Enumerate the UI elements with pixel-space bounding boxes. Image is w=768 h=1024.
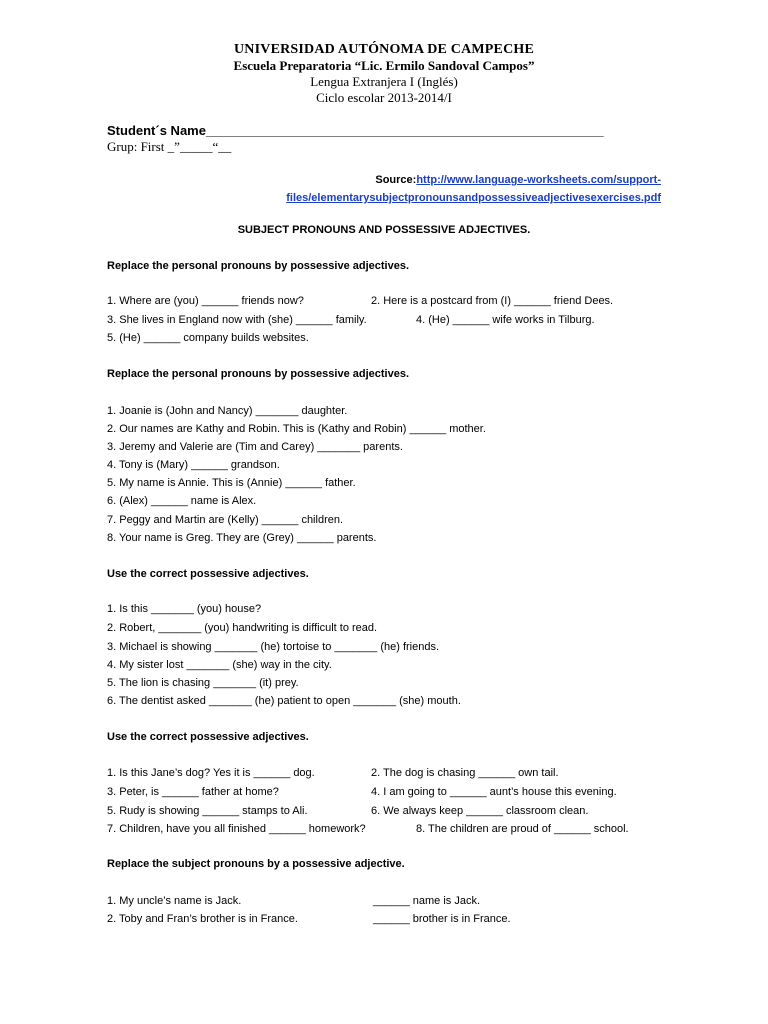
section-5-heading: Replace the subject pronouns by a possessive adjective.	[107, 858, 405, 870]
section-2-item-5: 5. My name is Annie. This is (Annie) ______ father.	[107, 477, 356, 489]
source-link-part-1[interactable]: http://www.language-worksheets.com/support-	[416, 174, 661, 186]
section-2-item-1: 1. Joanie is (John and Nancy) _______ daughter.	[107, 405, 348, 417]
section-5-item-1: 1. My uncle’s name is Jack.	[107, 895, 242, 907]
student-name-field: Student´s Name_______________________________________________________	[107, 123, 604, 138]
source-line-2	[286, 192, 661, 204]
section-3-item-6: 6. The dentist asked _______ (he) patient to open _______ (she) mouth.	[107, 695, 461, 707]
section-2-item-4: 4. Tony is (Mary) ______ grandson.	[107, 459, 280, 471]
section-1-item-3: 3. She lives in England now with (she) ______ family.	[107, 314, 367, 326]
group-field: Grup: First _”_____“__	[107, 139, 232, 154]
section-4-item-3: 3. Peter, is ______ father at home?	[107, 786, 279, 798]
course-name: Lengua Extranjera I (Inglés)	[310, 74, 458, 89]
section-2-item-8: 8. Your name is Greg. They are (Grey) ______ parents.	[107, 532, 377, 544]
section-1-item-1: 1. Where are (you) ______ friends now?	[107, 295, 304, 307]
section-4-item-5: 5. Rudy is showing ______ stamps to Ali.	[107, 805, 308, 817]
section-5-answer-2: ______ brother is in France.	[373, 913, 511, 925]
section-5-answer-1: ______ name is Jack.	[373, 895, 481, 907]
school-name: Escuela Preparatoria “Lic. Ermilo Sandoval Campos”	[233, 58, 535, 73]
section-1-item-5: 5. (He) ______ company builds websites.	[107, 332, 309, 344]
section-2-item-6: 6. (Alex) ______ name is Alex.	[107, 495, 257, 507]
source-label: Source:	[375, 174, 417, 186]
section-4-item-8: 8. The children are proud of ______ school.	[416, 823, 629, 835]
section-3-item-5: 5. The lion is chasing _______ (it) prey.	[107, 677, 299, 689]
section-1-heading: Replace the personal pronouns by possessive adjectives.	[107, 260, 410, 272]
section-3-item-4: 4. My sister lost _______ (she) way in the city.	[107, 659, 332, 671]
section-2-item-7: 7. Peggy and Martin are (Kelly) ______ children.	[107, 514, 344, 526]
section-2-item-2: 2. Our names are Kathy and Robin. This is (Kathy and Robin) ______ mother.	[107, 423, 486, 435]
source-link-part-2[interactable]: files/elementarysubjectpronounsandpossessiveadjectivesexercises.pdf	[286, 192, 661, 204]
school-cycle: Ciclo escolar 2013-2014/I	[316, 90, 452, 105]
source-line-1	[375, 174, 661, 186]
section-5-item-2: 2. Toby and Fran’s brother is in France.	[107, 913, 298, 925]
section-1-item-4: 4. (He) ______ wife works in Tilburg.	[416, 314, 595, 326]
section-4-heading: Use the correct possessive adjectives.	[107, 731, 309, 743]
section-4-item-6: 6. We always keep ______ classroom clean.	[371, 805, 589, 817]
section-3-item-2: 2. Robert, _______ (you) handwriting is difficult to read.	[107, 622, 378, 634]
section-4-item-7: 7. Children, have you all finished ______ homework?	[107, 823, 366, 835]
section-4-item-1: 1. Is this Jane’s dog? Yes it is ______ dog.	[107, 767, 315, 779]
section-4-item-2: 2. The dog is chasing ______ own tail.	[371, 767, 559, 779]
section-2-heading: Replace the personal pronouns by possessive adjectives.	[107, 368, 410, 380]
section-2-item-3: 3. Jeremy and Valerie are (Tim and Carey) _______ parents.	[107, 441, 403, 453]
section-3-item-1: 1. Is this _______ (you) house?	[107, 603, 262, 615]
section-3-item-3: 3. Michael is showing _______ (he) tortoise to _______ (he) friends.	[107, 641, 440, 653]
section-4-item-4: 4. I am going to ______ aunt’s house this evening.	[371, 786, 617, 798]
worksheet-title: SUBJECT PRONOUNS AND POSSESSIVE ADJECTIVES.	[237, 224, 531, 236]
section-1-item-2: 2. Here is a postcard from (I) ______ friend Dees.	[371, 295, 614, 307]
university-name: UNIVERSIDAD AUTÓNOMA DE CAMPECHE	[233, 42, 535, 57]
section-3-heading: Use the correct possessive adjectives.	[107, 568, 309, 580]
